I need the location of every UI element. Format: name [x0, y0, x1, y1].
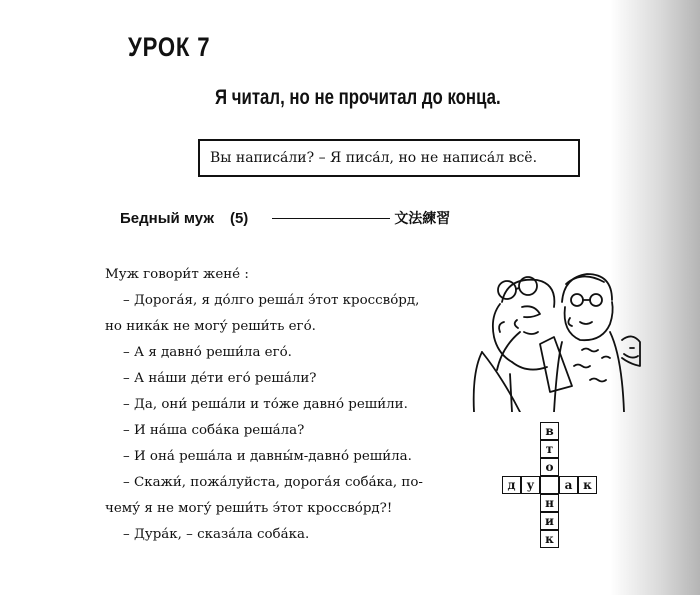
crossword-cell: н [540, 494, 559, 512]
crossword-cell: у [521, 476, 540, 494]
section-number: (5) [229, 209, 249, 227]
dialogue [105, 262, 465, 548]
section-title: Бедный муж [120, 209, 214, 227]
crossword-cell: т [540, 440, 559, 458]
crossword-puzzle [497, 422, 597, 552]
section-heading [120, 208, 450, 228]
dialogue-line: Муж говори́т жене́ : [105, 267, 249, 282]
crossword-cell: к [540, 530, 559, 548]
dialogue-line: – И она́ реша́ла и давны́м-давно́ реши́ла. [123, 449, 412, 464]
crossword-cell: о [540, 458, 559, 476]
dialogue-line: чему́ я не могу́ реши́ть э́тот кроссво́рд?! [105, 501, 393, 516]
lesson-subtitle: Я читал, но не прочитал до конца. [215, 86, 501, 109]
lesson-title: УРОК 7 [128, 32, 211, 62]
crossword-cell: в [540, 422, 559, 440]
dialogue-line: – И на́ша соба́ка реша́ла? [123, 423, 305, 438]
dialogue-line: – Дорога́я, я до́лго реша́л э́тот кроссво́рд, [123, 293, 420, 308]
dialogue-line: – Да, они́ реша́ли и то́же давно́ реши́ли. [123, 397, 408, 412]
section-rule [272, 218, 390, 219]
dialogue-line: – Дура́к, – сказа́ла соба́ка. [123, 527, 310, 542]
dialogue-line: – Скажи́, пожа́луйста, дорога́я соба́ка, по- [123, 475, 423, 490]
crossword-cell [540, 476, 559, 494]
dialogue-line: – А на́ши де́ти его́ реша́ли? [123, 371, 317, 386]
crossword-cell: к [578, 476, 597, 494]
crossword-cell: а [559, 476, 578, 494]
dialogue-line: – А я давно́ реши́ла его́. [123, 345, 292, 360]
example-text: Вы написа́ли? – Я писа́л, но не написа́л всё. [210, 150, 538, 166]
example-box [198, 139, 580, 177]
crossword-cell: д [502, 476, 521, 494]
dialogue-line: но ника́к не могу́ реши́ть его́. [105, 319, 316, 334]
crossword-cell: и [540, 512, 559, 530]
couple-with-dog-illustration [462, 262, 642, 412]
section-tag: 文法練習 [394, 210, 451, 226]
